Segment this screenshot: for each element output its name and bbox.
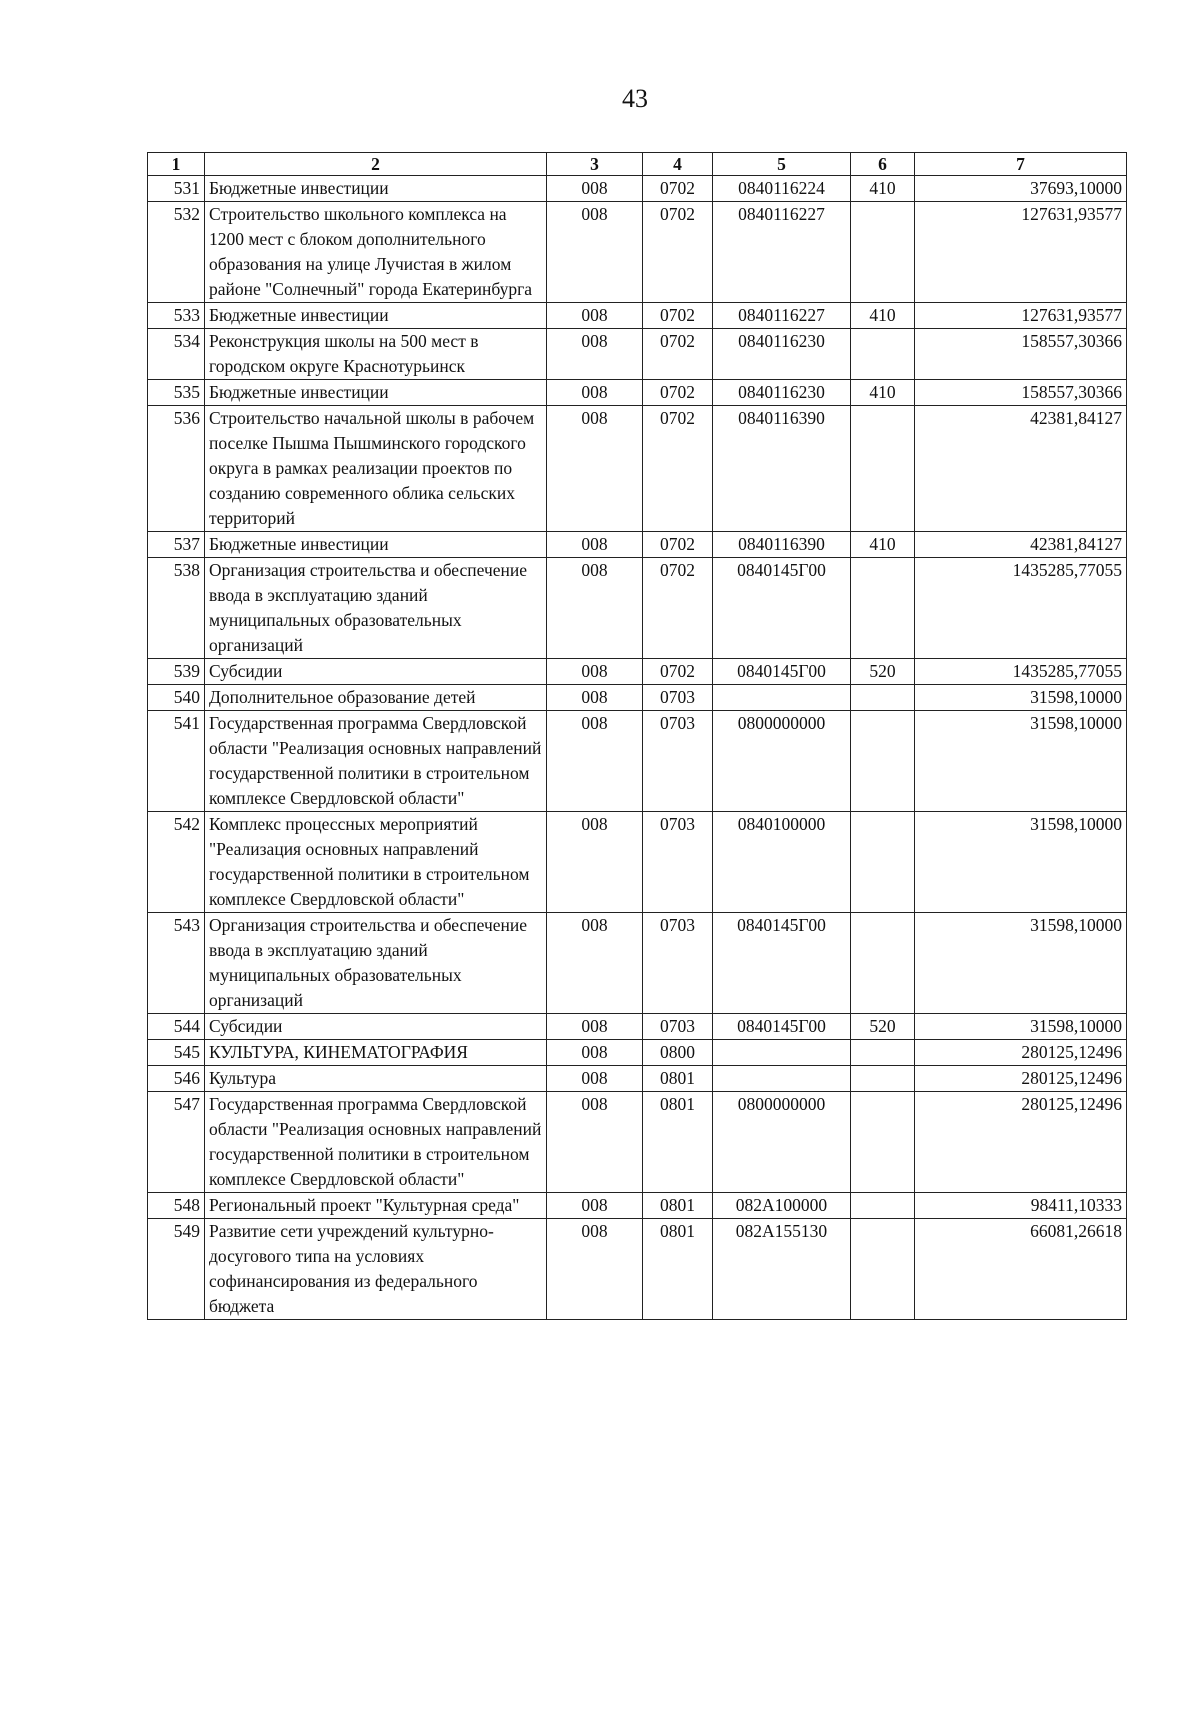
row-number: 543 <box>148 913 205 1014</box>
row-col-4: 0702 <box>643 659 713 685</box>
row-col-6 <box>851 685 915 711</box>
table-row <box>148 1014 1127 1040</box>
row-col-4: 0703 <box>643 812 713 913</box>
row-col-4: 0800 <box>643 1040 713 1066</box>
table-row <box>148 1040 1127 1066</box>
row-amount: 1435285,77055 <box>915 659 1127 685</box>
row-amount: 280125,12496 <box>915 1092 1127 1193</box>
table-header-row <box>148 153 1127 176</box>
row-col-3: 008 <box>547 202 643 303</box>
row-name: КУЛЬТУРА, КИНЕМАТОГРАФИЯ <box>205 1040 547 1066</box>
table-row <box>148 202 1127 303</box>
row-col-6: 520 <box>851 1014 915 1040</box>
row-col-5: 0840145Г00 <box>713 913 851 1014</box>
row-col-6: 410 <box>851 380 915 406</box>
budget-table <box>147 152 1127 1320</box>
row-number: 545 <box>148 1040 205 1066</box>
row-number: 533 <box>148 303 205 329</box>
row-number: 531 <box>148 176 205 202</box>
row-name: Развитие сети учреждений культурно-досугового типа на условиях софинансирования из федерального бюджета <box>205 1219 547 1320</box>
table-row <box>148 1219 1127 1320</box>
row-name: Бюджетные инвестиции <box>205 380 547 406</box>
row-number: 541 <box>148 711 205 812</box>
row-col-3: 008 <box>547 303 643 329</box>
row-col-3: 008 <box>547 1066 643 1092</box>
table-row <box>148 1092 1127 1193</box>
row-col-6: 410 <box>851 532 915 558</box>
table-body <box>148 176 1127 1320</box>
row-col-3: 008 <box>547 1040 643 1066</box>
row-amount: 98411,10333 <box>915 1193 1127 1219</box>
row-amount: 31598,10000 <box>915 685 1127 711</box>
column-header: 4 <box>643 153 713 176</box>
row-number: 540 <box>148 685 205 711</box>
row-number: 535 <box>148 380 205 406</box>
row-name: Государственная программа Свердловской области "Реализация основных направлений государственной политики в строительном комплексе Свердловской области" <box>205 1092 547 1193</box>
row-col-3: 008 <box>547 1193 643 1219</box>
row-number: 532 <box>148 202 205 303</box>
row-col-6 <box>851 711 915 812</box>
row-col-3: 008 <box>547 913 643 1014</box>
row-name: Региональный проект "Культурная среда" <box>205 1193 547 1219</box>
row-col-4: 0702 <box>643 558 713 659</box>
table-row <box>148 685 1127 711</box>
row-col-3: 008 <box>547 176 643 202</box>
row-number: 546 <box>148 1066 205 1092</box>
row-number: 547 <box>148 1092 205 1193</box>
row-col-3: 008 <box>547 1219 643 1320</box>
row-col-5: 0840145Г00 <box>713 558 851 659</box>
row-amount: 37693,10000 <box>915 176 1127 202</box>
row-name: Организация строительства и обеспечение ввода в эксплуатацию зданий муниципальных образовательных организаций <box>205 913 547 1014</box>
row-amount: 31598,10000 <box>915 1014 1127 1040</box>
row-col-5: 0800000000 <box>713 1092 851 1193</box>
row-col-5 <box>713 685 851 711</box>
row-col-5: 082А155130 <box>713 1219 851 1320</box>
row-col-5: 0840145Г00 <box>713 1014 851 1040</box>
row-amount: 280125,12496 <box>915 1066 1127 1092</box>
row-col-5: 0840116230 <box>713 329 851 380</box>
row-col-4: 0702 <box>643 532 713 558</box>
row-amount: 42381,84127 <box>915 406 1127 532</box>
table-row <box>148 558 1127 659</box>
row-col-6 <box>851 1040 915 1066</box>
row-number: 544 <box>148 1014 205 1040</box>
table-row <box>148 303 1127 329</box>
row-col-5: 0840100000 <box>713 812 851 913</box>
row-amount: 1435285,77055 <box>915 558 1127 659</box>
row-name: Культура <box>205 1066 547 1092</box>
row-col-6: 520 <box>851 659 915 685</box>
row-col-5 <box>713 1066 851 1092</box>
row-col-4: 0702 <box>643 176 713 202</box>
row-col-6 <box>851 406 915 532</box>
row-col-4: 0702 <box>643 303 713 329</box>
row-name: Субсидии <box>205 659 547 685</box>
row-col-5: 0840116227 <box>713 202 851 303</box>
row-amount: 42381,84127 <box>915 532 1127 558</box>
page-number: 43 <box>622 84 648 113</box>
row-col-6 <box>851 1193 915 1219</box>
row-col-5: 0840116230 <box>713 380 851 406</box>
column-header: 3 <box>547 153 643 176</box>
row-col-4: 0801 <box>643 1219 713 1320</box>
row-col-4: 0702 <box>643 329 713 380</box>
row-col-3: 008 <box>547 685 643 711</box>
table-row <box>148 406 1127 532</box>
row-col-5: 0800000000 <box>713 711 851 812</box>
row-number: 538 <box>148 558 205 659</box>
row-col-6 <box>851 329 915 380</box>
row-col-3: 008 <box>547 659 643 685</box>
row-amount: 158557,30366 <box>915 380 1127 406</box>
row-name: Бюджетные инвестиции <box>205 176 547 202</box>
row-name: Комплекс процессных мероприятий "Реализация основных направлений государственной политики в строительном комплексе Свердловской области" <box>205 812 547 913</box>
table-row <box>148 532 1127 558</box>
row-col-6 <box>851 1092 915 1193</box>
row-col-3: 008 <box>547 1014 643 1040</box>
row-amount: 158557,30366 <box>915 329 1127 380</box>
row-amount: 127631,93577 <box>915 202 1127 303</box>
row-number: 549 <box>148 1219 205 1320</box>
row-name: Дополнительное образование детей <box>205 685 547 711</box>
table-row <box>148 659 1127 685</box>
row-col-4: 0801 <box>643 1193 713 1219</box>
column-header: 7 <box>915 153 1127 176</box>
row-col-4: 0703 <box>643 913 713 1014</box>
column-header: 5 <box>713 153 851 176</box>
table-row <box>148 1066 1127 1092</box>
row-col-4: 0801 <box>643 1092 713 1193</box>
row-col-5: 0840116390 <box>713 406 851 532</box>
row-col-5 <box>713 1040 851 1066</box>
row-name: Бюджетные инвестиции <box>205 303 547 329</box>
row-col-3: 008 <box>547 380 643 406</box>
row-col-6: 410 <box>851 303 915 329</box>
row-number: 548 <box>148 1193 205 1219</box>
row-col-4: 0801 <box>643 1066 713 1092</box>
row-col-3: 008 <box>547 532 643 558</box>
table-row <box>148 812 1127 913</box>
row-name: Реконструкция школы на 500 мест в городском округе Краснотурьинск <box>205 329 547 380</box>
table-row <box>148 913 1127 1014</box>
table-row <box>148 329 1127 380</box>
row-col-6 <box>851 202 915 303</box>
table-row <box>148 176 1127 202</box>
row-col-5: 082А100000 <box>713 1193 851 1219</box>
row-col-5: 0840116224 <box>713 176 851 202</box>
column-header: 1 <box>148 153 205 176</box>
column-header: 6 <box>851 153 915 176</box>
row-amount: 127631,93577 <box>915 303 1127 329</box>
row-number: 537 <box>148 532 205 558</box>
row-number: 536 <box>148 406 205 532</box>
row-amount: 31598,10000 <box>915 812 1127 913</box>
column-header: 2 <box>205 153 547 176</box>
row-col-5: 0840116390 <box>713 532 851 558</box>
row-col-4: 0702 <box>643 406 713 532</box>
row-name: Организация строительства и обеспечение ввода в эксплуатацию зданий муниципальных образовательных организаций <box>205 558 547 659</box>
row-col-3: 008 <box>547 812 643 913</box>
row-col-6 <box>851 1219 915 1320</box>
row-col-3: 008 <box>547 711 643 812</box>
row-number: 534 <box>148 329 205 380</box>
row-col-3: 008 <box>547 1092 643 1193</box>
row-col-5: 0840116227 <box>713 303 851 329</box>
table-row <box>148 380 1127 406</box>
row-amount: 280125,12496 <box>915 1040 1127 1066</box>
row-amount: 31598,10000 <box>915 711 1127 812</box>
row-col-6: 410 <box>851 176 915 202</box>
row-amount: 66081,26618 <box>915 1219 1127 1320</box>
row-name: Строительство школьного комплекса на 1200 мест с блоком дополнительного образования на улице Лучистая в жилом районе "Солнечный" города Екатеринбурга <box>205 202 547 303</box>
row-col-4: 0703 <box>643 1014 713 1040</box>
row-col-6 <box>851 1066 915 1092</box>
row-name: Строительство начальной школы в рабочем поселке Пышма Пышминского городского округа в рамках реализации проектов по созданию современного облика сельских территорий <box>205 406 547 532</box>
row-col-5: 0840145Г00 <box>713 659 851 685</box>
table-row <box>148 711 1127 812</box>
row-name: Государственная программа Свердловской области "Реализация основных направлений государственной политики в строительном комплексе Свердловской области" <box>205 711 547 812</box>
row-col-6 <box>851 558 915 659</box>
row-col-6 <box>851 913 915 1014</box>
row-col-4: 0703 <box>643 685 713 711</box>
row-col-3: 008 <box>547 558 643 659</box>
table-row <box>148 1193 1127 1219</box>
row-col-3: 008 <box>547 406 643 532</box>
row-number: 539 <box>148 659 205 685</box>
row-col-4: 0702 <box>643 202 713 303</box>
row-col-6 <box>851 812 915 913</box>
row-number: 542 <box>148 812 205 913</box>
row-name: Субсидии <box>205 1014 547 1040</box>
row-name: Бюджетные инвестиции <box>205 532 547 558</box>
row-col-4: 0703 <box>643 711 713 812</box>
row-col-4: 0702 <box>643 380 713 406</box>
row-col-3: 008 <box>547 329 643 380</box>
row-amount: 31598,10000 <box>915 913 1127 1014</box>
